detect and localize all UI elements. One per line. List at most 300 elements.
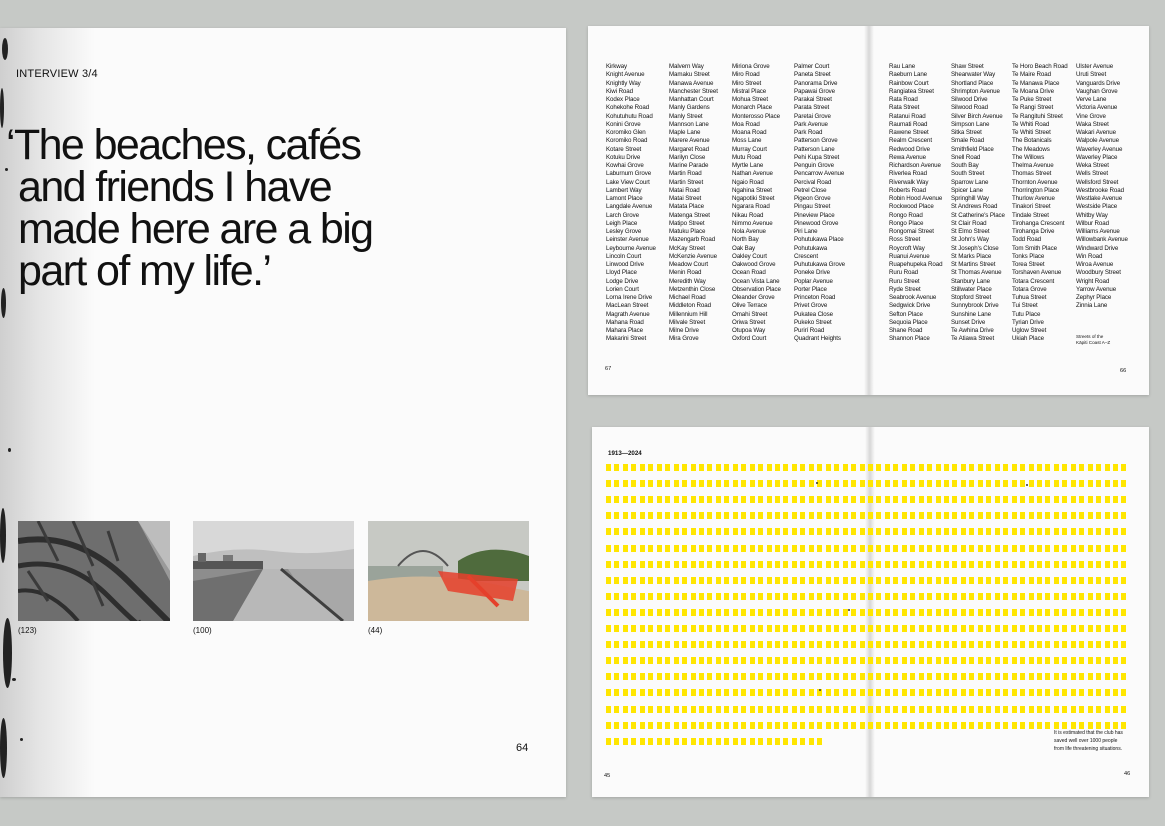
- street-name: Shortland Place: [951, 79, 994, 87]
- rescue-square: [716, 464, 721, 471]
- rescue-square: [750, 593, 755, 600]
- rescue-square: [1037, 706, 1042, 713]
- rescue-square: [1079, 689, 1084, 696]
- rescue-square: [1096, 528, 1101, 535]
- rescue-square: [792, 480, 797, 487]
- street-name: Ratanui Road: [889, 112, 926, 120]
- rescue-square: [1105, 464, 1110, 471]
- rescue-square: [1121, 561, 1126, 568]
- street-name: Myrtle Lane: [732, 162, 764, 169]
- rescue-square: [716, 609, 721, 616]
- rescue-square: [868, 593, 873, 600]
- street-name: Marere Avenue: [669, 137, 710, 145]
- rescue-square: [902, 722, 907, 729]
- rescue-square: [767, 496, 772, 503]
- rescue-square: [952, 625, 957, 632]
- rescue-square: [631, 673, 636, 680]
- rescue-square: [1054, 561, 1059, 568]
- rescue-square: [640, 657, 645, 664]
- rescue-square: [860, 593, 865, 600]
- rescue-square: [657, 722, 662, 729]
- rescue-square: [691, 480, 696, 487]
- rescue-square: [1088, 706, 1093, 713]
- rescue-square: [665, 722, 670, 729]
- rescue-square: [657, 738, 662, 745]
- rescue-square: [1029, 593, 1034, 600]
- rescue-square: [767, 722, 772, 729]
- rescue-square: [648, 480, 653, 487]
- rescue-square: [885, 625, 890, 632]
- street-name: Sunshine Lane: [951, 310, 991, 318]
- street-name: Thornton Avenue: [1012, 178, 1058, 186]
- rescue-square: [902, 625, 907, 632]
- street-name: Kotare Street: [606, 145, 642, 153]
- rescue-square: [1062, 561, 1067, 568]
- rescue-square: [1029, 528, 1034, 535]
- street-name: Larch Grove: [606, 211, 639, 219]
- rescue-square: [1096, 673, 1101, 680]
- rescue-square: [1029, 657, 1034, 664]
- rescue-spread: [592, 427, 1149, 797]
- street-name: Margaret Road: [669, 145, 709, 153]
- rescue-square: [817, 480, 822, 487]
- street-name: Malvern Way: [669, 63, 704, 70]
- rescue-square: [902, 657, 907, 664]
- rescue-square: [995, 577, 1000, 584]
- rescue-square: [826, 496, 831, 503]
- street-name: Maple Lane: [669, 129, 701, 136]
- rescue-square: [1079, 706, 1084, 713]
- street-name: Manly Gardens: [669, 104, 710, 112]
- rescue-square: [741, 545, 746, 552]
- rescue-square: [1029, 577, 1034, 584]
- rescue-square: [834, 609, 839, 616]
- rescue-square: [952, 545, 957, 552]
- rescue-square: [1113, 722, 1118, 729]
- rescue-square: [792, 722, 797, 729]
- rescue-square: [707, 496, 712, 503]
- rescue-square: [674, 528, 679, 535]
- rescue-square: [876, 706, 881, 713]
- street-name: Matata Place: [669, 203, 704, 211]
- rescue-square: [707, 689, 712, 696]
- rescue-square: [775, 512, 780, 519]
- rescue-square: [1071, 609, 1076, 616]
- street-name: Silver Birch Avenue: [951, 112, 1003, 120]
- rescue-square: [978, 496, 983, 503]
- rescue-square: [783, 496, 788, 503]
- rescue-square: [775, 722, 780, 729]
- rescue-square: [1037, 464, 1042, 471]
- rescue-square: [995, 625, 1000, 632]
- street-name: Raeburn Lane: [889, 71, 928, 79]
- rescue-square: [876, 545, 881, 552]
- rescue-square: [1012, 609, 1017, 616]
- street-name: Omahi Street: [732, 310, 768, 318]
- street-name: Marine Parade: [669, 162, 709, 169]
- street-name: Rockwood Place: [889, 203, 934, 211]
- rescue-square: [1096, 561, 1101, 568]
- rescue-square: [817, 561, 822, 568]
- street-name: Lodge Drive: [606, 277, 639, 285]
- rescue-square: [1071, 512, 1076, 519]
- street-name: Spicer Lane: [951, 186, 983, 194]
- rescue-square: [741, 512, 746, 519]
- rescue-square: [640, 641, 645, 648]
- rescue-square: [733, 673, 738, 680]
- rescue-square: [699, 577, 704, 584]
- rescue-square: [741, 496, 746, 503]
- rescue-square: [995, 641, 1000, 648]
- street-name: Paneta Street: [794, 71, 831, 79]
- street-name: Vanguards Drive: [1076, 79, 1121, 87]
- rescue-square: [910, 545, 915, 552]
- rescue-square: [767, 657, 772, 664]
- rescue-square: [1037, 609, 1042, 616]
- street-name: Wright Road: [1076, 277, 1110, 285]
- rescue-square: [902, 706, 907, 713]
- rescue-square: [893, 480, 898, 487]
- rescue-square: [843, 496, 848, 503]
- rescue-square: [1062, 512, 1067, 519]
- street-name: Kirkway: [606, 63, 627, 70]
- rescue-square: [1012, 722, 1017, 729]
- rescue-square: [750, 480, 755, 487]
- street-name: Ngapotiki Street: [732, 195, 775, 202]
- rescue-square: [1054, 577, 1059, 584]
- street-name: Moss Lane: [732, 137, 762, 145]
- rescue-square: [868, 496, 873, 503]
- rescue-square: [775, 464, 780, 471]
- street-name: Pehi Kupa Street: [794, 153, 840, 161]
- rescue-square: [707, 625, 712, 632]
- rescue-square: [995, 673, 1000, 680]
- rescue-square: [648, 689, 653, 696]
- rescue-square: [767, 593, 772, 600]
- rescue-square: [1121, 528, 1126, 535]
- rescue-square: [868, 625, 873, 632]
- street-name: Wellsford Street: [1076, 178, 1119, 186]
- rescue-square: [623, 545, 628, 552]
- rescue-square: [606, 722, 611, 729]
- rescue-square: [623, 641, 628, 648]
- rescue-square: [1003, 464, 1008, 471]
- rescue-square: [809, 480, 814, 487]
- rescue-square: [623, 528, 628, 535]
- rescue-square: [699, 738, 704, 745]
- rescue-square: [995, 545, 1000, 552]
- rescue-square: [944, 673, 949, 680]
- rescue-square: [657, 625, 662, 632]
- rescue-square: [665, 545, 670, 552]
- street-name: Stanbury Lane: [951, 277, 990, 285]
- street-name: St Marks Place: [951, 252, 992, 260]
- rescue-square: [817, 609, 822, 616]
- rescue-square: [868, 480, 873, 487]
- rescue-square: [716, 706, 721, 713]
- rescue-square: [952, 706, 957, 713]
- rescue-square: [767, 689, 772, 696]
- rescue-square: [674, 561, 679, 568]
- rescue-square: [1088, 641, 1093, 648]
- rescue-square: [961, 625, 966, 632]
- rescue-square: [631, 706, 636, 713]
- street-name: Magrath Avenue: [606, 310, 650, 318]
- rescue-square: [826, 625, 831, 632]
- rescue-square: [1012, 641, 1017, 648]
- rescue-square: [691, 512, 696, 519]
- street-name: Meadow Court: [669, 261, 709, 268]
- rescue-square: [767, 673, 772, 680]
- rescue-square: [1054, 673, 1059, 680]
- rescue-note-line: It is estimated that the club has: [1054, 730, 1123, 736]
- rescue-square: [826, 689, 831, 696]
- rescue-square: [817, 528, 822, 535]
- street-name: St John's Way: [951, 236, 989, 244]
- rescue-square: [1071, 641, 1076, 648]
- rescue-square: [1105, 545, 1110, 552]
- rescue-square: [1029, 480, 1034, 487]
- rescue-square: [826, 528, 831, 535]
- rescue-square: [707, 545, 712, 552]
- rescue-square: [682, 512, 687, 519]
- rescue-square: [919, 641, 924, 648]
- street-name: St Andrews Road: [951, 203, 998, 211]
- street-name: Springhill Way: [951, 195, 989, 202]
- rescue-square: [1012, 657, 1017, 664]
- rescue-square: [910, 673, 915, 680]
- rescue-square: [1113, 480, 1118, 487]
- rescue-square: [809, 496, 814, 503]
- rescue-square: [665, 609, 670, 616]
- rescue-square: [750, 641, 755, 648]
- rescue-square: [969, 722, 974, 729]
- rescue-square: [691, 673, 696, 680]
- rescue-square: [961, 545, 966, 552]
- rescue-square: [817, 512, 822, 519]
- rescue-square: [614, 706, 619, 713]
- rescue-square: [783, 561, 788, 568]
- rescue-square: [910, 528, 915, 535]
- street-name: Robin Hood Avenue: [889, 195, 943, 202]
- rescue-square: [792, 464, 797, 471]
- rescue-square: [851, 496, 856, 503]
- street-name: Te Manawa Place: [1012, 79, 1060, 87]
- rescue-square: [1054, 464, 1059, 471]
- rescue-square: [843, 689, 848, 696]
- rescue-square: [614, 657, 619, 664]
- rescue-square: [1037, 722, 1042, 729]
- rescue-square: [1113, 545, 1118, 552]
- rescue-square: [800, 545, 805, 552]
- rescue-square: [691, 609, 696, 616]
- rescue-square: [758, 625, 763, 632]
- rescue-square: [944, 625, 949, 632]
- rescue-square: [1079, 657, 1084, 664]
- rescue-square: [936, 625, 941, 632]
- rescue-square: [699, 722, 704, 729]
- rescue-square: [665, 512, 670, 519]
- rescue-square: [1045, 641, 1050, 648]
- rescue-square: [716, 625, 721, 632]
- rescue-square: [843, 593, 848, 600]
- rescue-square: [682, 528, 687, 535]
- rescue-square: [902, 464, 907, 471]
- rescue-square: [851, 657, 856, 664]
- street-name: Westlake Avenue: [1076, 195, 1123, 202]
- rescue-square: [868, 512, 873, 519]
- rescue-square: [961, 689, 966, 696]
- street-name: Palmer Court: [794, 63, 830, 70]
- rescue-square: [1037, 625, 1042, 632]
- rescue-square: [969, 641, 974, 648]
- rescue-square: [724, 480, 729, 487]
- rescue-square: [936, 673, 941, 680]
- street-name: Rewa Avenue: [889, 153, 926, 161]
- street-name: Olive Terrace: [732, 302, 768, 310]
- rescue-square: [1079, 577, 1084, 584]
- rescue-square: [775, 738, 780, 745]
- photo-caption: (123): [18, 626, 37, 635]
- rescue-square: [640, 577, 645, 584]
- rescue-square: [1003, 641, 1008, 648]
- rescue-square: [1054, 496, 1059, 503]
- rescue-square: [699, 609, 704, 616]
- rescue-square: [817, 464, 822, 471]
- rescue-square: [936, 657, 941, 664]
- rescue-square: [978, 673, 983, 680]
- rescue-square: [1045, 625, 1050, 632]
- rescue-square: [674, 593, 679, 600]
- rescue-square: [1020, 657, 1025, 664]
- rescue-square: [640, 561, 645, 568]
- rescue-square: [969, 512, 974, 519]
- print-dot: [816, 482, 818, 484]
- rescue-square: [716, 641, 721, 648]
- rescue-square: [876, 657, 881, 664]
- street-name: Todd Road: [1012, 236, 1042, 244]
- rescue-square: [657, 609, 662, 616]
- rescue-square: [910, 480, 915, 487]
- rescue-square: [767, 738, 772, 745]
- rescue-square: [733, 657, 738, 664]
- rescue-square: [1113, 706, 1118, 713]
- rescue-square: [648, 657, 653, 664]
- rescue-square: [623, 706, 628, 713]
- rescue-square: [724, 722, 729, 729]
- rescue-square: [750, 496, 755, 503]
- rescue-square: [978, 689, 983, 696]
- rescue-square: [927, 480, 932, 487]
- rescue-square: [1003, 561, 1008, 568]
- rescue-square: [995, 722, 1000, 729]
- rescue-square: [631, 722, 636, 729]
- rescue-square: [1029, 689, 1034, 696]
- rescue-square: [1037, 673, 1042, 680]
- rescue-square: [1029, 464, 1034, 471]
- rescue-square: [843, 609, 848, 616]
- rescue-square: [986, 512, 991, 519]
- rescue-square: [800, 673, 805, 680]
- street-name: Rata Street: [889, 104, 920, 112]
- rescue-square: [995, 593, 1000, 600]
- street-name: Mahana Road: [606, 318, 644, 326]
- street-name: Te Rangi Street: [1012, 104, 1054, 112]
- rescue-square: [910, 593, 915, 600]
- rescue-square: [919, 545, 924, 552]
- rescue-square: [699, 641, 704, 648]
- street-column: [1076, 63, 1128, 311]
- rescue-square: [868, 689, 873, 696]
- rescue-square: [885, 480, 890, 487]
- rescue-square: [826, 512, 831, 519]
- street-name: Thomas Street: [1012, 170, 1052, 178]
- rescue-square: [1029, 561, 1034, 568]
- rescue-square: [741, 625, 746, 632]
- rescue-square: [919, 706, 924, 713]
- street-name: Martin Road: [669, 170, 702, 178]
- rescue-square: [682, 657, 687, 664]
- rescue-square: [860, 528, 865, 535]
- rescue-square: [868, 577, 873, 584]
- rescue-square: [614, 577, 619, 584]
- street-name: Silwood Road: [951, 104, 988, 112]
- rescue-square: [961, 464, 966, 471]
- rescue-square: [936, 512, 941, 519]
- rescue-square: [758, 641, 763, 648]
- rescue-square: [936, 528, 941, 535]
- street-name: Willowbank Avenue: [1076, 236, 1128, 244]
- street-name: Lorien Court: [606, 285, 639, 293]
- rescue-square: [691, 625, 696, 632]
- street-name: Wells Street: [1076, 170, 1109, 178]
- street-name: Ruru Street: [889, 277, 920, 285]
- street-name: Lamont Place: [606, 195, 643, 202]
- rescue-square: [1003, 706, 1008, 713]
- street-name: Rainbow Court: [889, 79, 929, 87]
- rescue-square: [1045, 577, 1050, 584]
- rescue-square: [936, 609, 941, 616]
- rescue-square: [758, 593, 763, 600]
- street-name: Simpson Lane: [951, 120, 990, 128]
- rescue-square: [1003, 625, 1008, 632]
- rescue-square: [1045, 706, 1050, 713]
- rescue-square: [1079, 641, 1084, 648]
- rescue-square: [631, 641, 636, 648]
- rescue-note-line: saved well over 1000 people: [1054, 738, 1118, 744]
- rescue-square: [648, 528, 653, 535]
- rescue-square: [606, 625, 611, 632]
- rescue-square: [674, 625, 679, 632]
- street-name: Mohua Street: [732, 96, 768, 103]
- rescue-square: [716, 722, 721, 729]
- rescue-square: [1003, 673, 1008, 680]
- street-name: Rawene Street: [889, 129, 929, 136]
- street-name: Te Awhina Drive: [951, 327, 994, 334]
- rescue-square: [1003, 496, 1008, 503]
- rescue-square: [927, 561, 932, 568]
- street-name: Koromiko Road: [606, 137, 648, 145]
- rescue-square: [986, 464, 991, 471]
- rescue-square: [1020, 641, 1025, 648]
- print-dot: [848, 609, 850, 611]
- rescue-square: [876, 673, 881, 680]
- rescue-square: [843, 706, 848, 713]
- rescue-square: [758, 722, 763, 729]
- street-name: Rongo Place: [889, 219, 924, 227]
- street-name: Ocean Vista Lane: [732, 277, 780, 285]
- street-name: Park Road: [794, 129, 823, 136]
